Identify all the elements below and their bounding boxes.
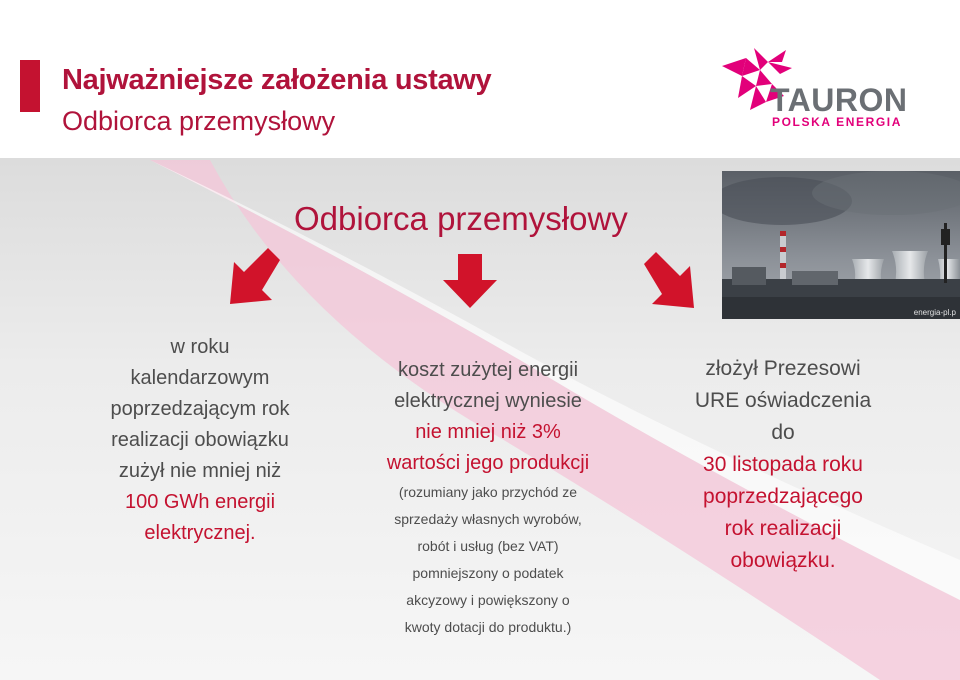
middle-note-line: sprzedaży własnych wyrobów, [394,511,582,527]
middle-note-line: (rozumiany jako przychód ze [398,484,578,500]
photo-caption: energia-pl.p [913,308,956,317]
right-line: złożył Prezesowi [705,357,861,380]
left-line: zużył nie mniej niż [118,460,282,482]
right-highlight-line: 30 listopada roku [703,453,863,476]
left-highlight-line: elektrycznej. [144,522,256,544]
right-highlight-line: poprzedzającego [703,485,863,508]
page-title: Najważniejsze założenia ustawy [62,64,492,96]
arrow-down-icon [441,254,499,310]
right-line: do [771,421,795,444]
column-left [60,332,340,549]
right-highlight-line: obowiązku. [730,549,836,572]
column-middle [335,355,641,641]
power-plant-image [722,171,960,319]
middle-note-line: pomniejszony o podatek [412,565,564,581]
middle-line: elektrycznej wyniesie [394,390,582,412]
middle-highlight-line: nie mniej niż 3% [415,421,561,443]
middle-note-line: akcyzowy i powiększony o [406,592,570,608]
arrow-down-left-icon [222,248,282,308]
power-plant-photo [722,171,960,319]
middle-note-line: robót i usług (bez VAT) [417,538,559,554]
left-line: poprzedzającym rok [110,398,290,420]
page-subtitle: Odbiorca przemysłowy [62,106,336,136]
right-highlight-line: rok realizacji [724,517,842,540]
left-line: realizacji obowiązku [111,429,289,451]
right-line: URE oświadczenia [694,389,872,412]
logo-tagline: POLSKA ENERGIA [772,115,902,129]
arrow-down-right-icon [642,252,702,312]
title-accent-bar [20,60,40,112]
left-highlight-line: 100 GWh energii [124,491,276,513]
left-line: kalendarzowym [130,367,270,389]
left-line: w roku [170,336,230,358]
middle-highlight-line: wartości jego produkcji [386,452,590,474]
column-right [668,353,898,577]
logo-name: TAURON [770,82,908,118]
middle-note-line: kwoty dotacji do produktu.) [404,619,572,635]
section-heading: Odbiorca przemysłowy [294,200,628,237]
middle-line: koszt zużytej energii [397,359,579,381]
